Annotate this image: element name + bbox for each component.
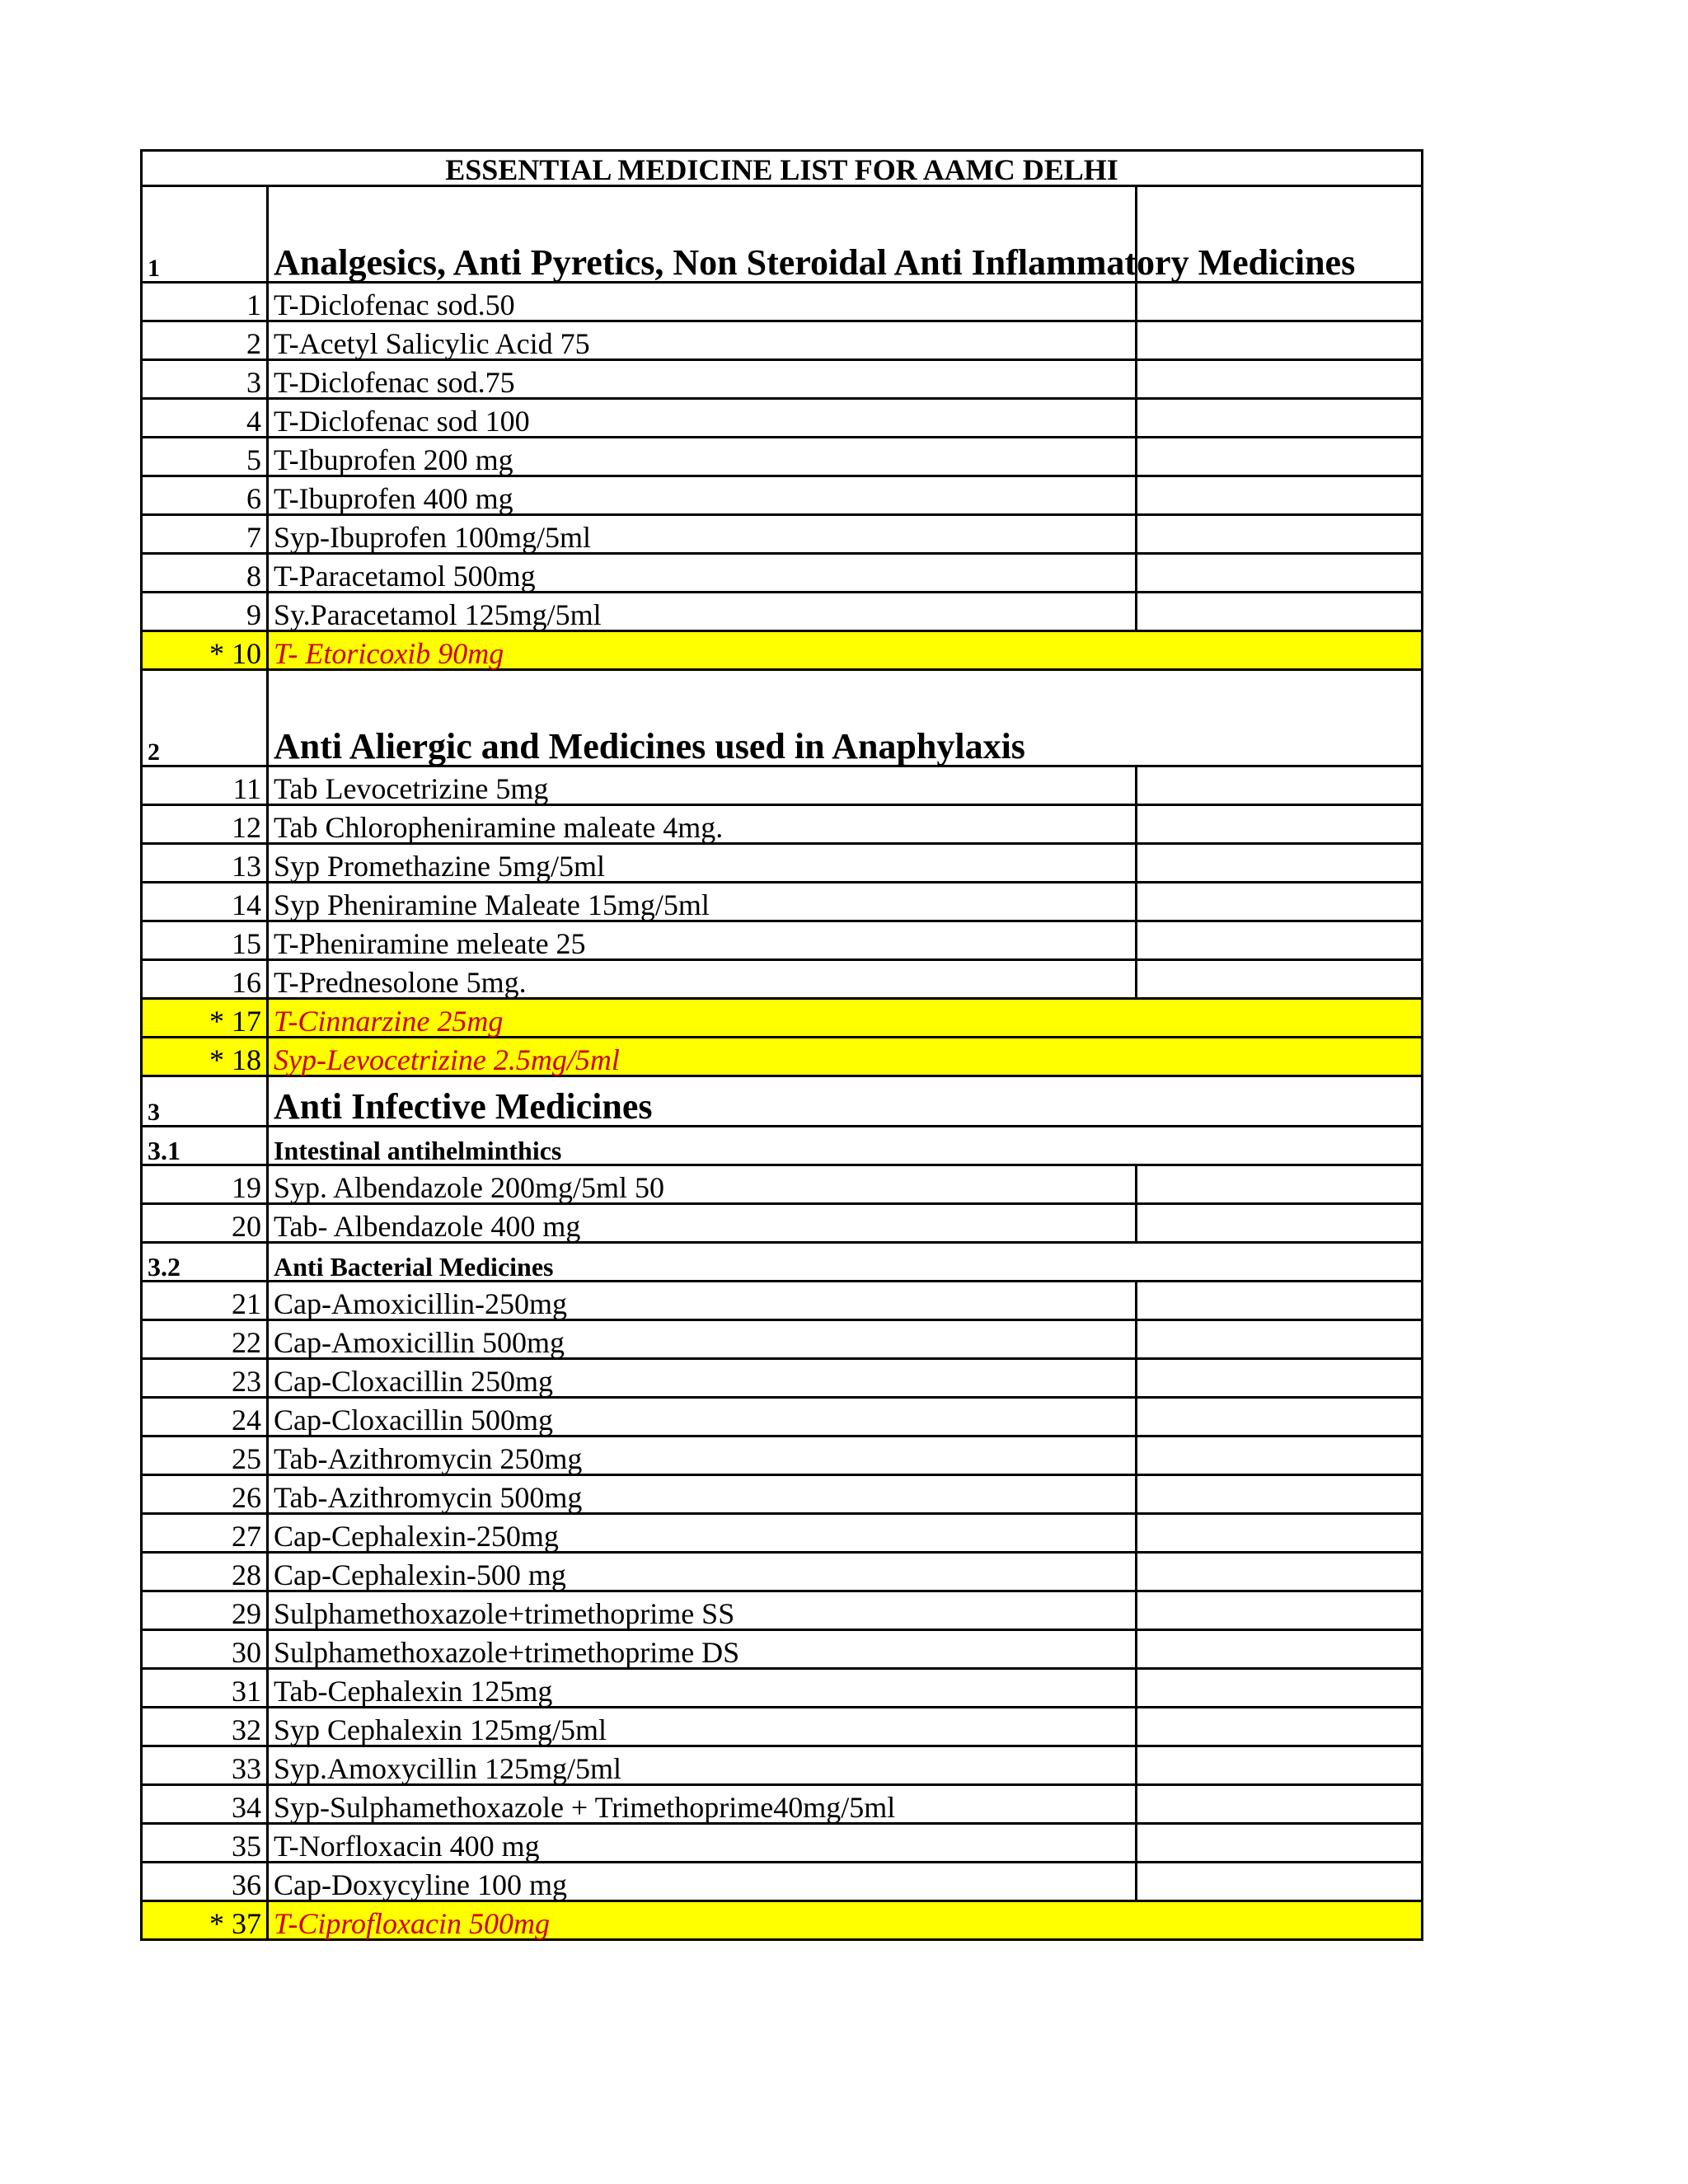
empty-cell	[1137, 1824, 1423, 1863]
item-number: 25	[142, 1436, 268, 1475]
item-number: 27	[142, 1514, 268, 1553]
title-row	[142, 151, 1423, 186]
item-name: Tab- Albendazole 400 mg	[268, 1204, 1137, 1243]
item-number: 8	[142, 554, 268, 593]
item-name: T-Ibuprofen 200 mg	[268, 438, 1137, 476]
item-number: * 37	[142, 1901, 268, 1940]
table-row	[142, 921, 1423, 960]
item-name: Syp.Amoxycillin 125mg/5ml	[268, 1746, 1137, 1785]
empty-cell	[1137, 476, 1423, 515]
highlighted-row	[142, 1038, 1423, 1076]
table-row	[142, 515, 1423, 554]
item-number: * 10	[142, 631, 268, 670]
empty-cell	[1137, 515, 1423, 554]
item-number: 19	[142, 1165, 268, 1204]
empty-cell	[1137, 554, 1423, 593]
item-name: Tab Levocetrizine 5mg	[268, 766, 1137, 805]
subsection-header-3-1	[142, 1127, 1423, 1165]
empty-cell	[1137, 1514, 1423, 1553]
section-heading: Anti Aliergic and Medicines used in Anaphylaxis	[268, 670, 1423, 766]
item-name: Syp Cephalexin 125mg/5ml	[268, 1708, 1137, 1746]
empty-cell	[1137, 1746, 1423, 1785]
subsection-heading: Intestinal antihelminthics	[268, 1127, 1423, 1165]
empty-cell	[1137, 1553, 1423, 1591]
table-row	[142, 1553, 1423, 1591]
item-name: Cap-Amoxicillin 500mg	[268, 1320, 1137, 1359]
item-number: 7	[142, 515, 268, 554]
item-name: Cap-Cloxacillin 500mg	[268, 1398, 1137, 1436]
empty-cell	[1137, 844, 1423, 883]
item-name: T-Paracetamol 500mg	[268, 554, 1137, 593]
subsection-heading: Anti Bacterial Medicines	[268, 1243, 1423, 1282]
item-number: 9	[142, 593, 268, 631]
item-number: 2	[142, 321, 268, 360]
item-number: 11	[142, 766, 268, 805]
item-number: 32	[142, 1708, 268, 1746]
item-number: 28	[142, 1553, 268, 1591]
section-header-1	[142, 186, 1423, 283]
subsection-header-3-2	[142, 1243, 1423, 1282]
table-row	[142, 766, 1423, 805]
item-number: 14	[142, 883, 268, 921]
empty-cell	[1137, 1436, 1423, 1475]
empty-cell	[1137, 1398, 1423, 1436]
item-number: 13	[142, 844, 268, 883]
item-number: 26	[142, 1475, 268, 1514]
item-name: Cap-Cloxacillin 250mg	[268, 1359, 1137, 1398]
item-number: 30	[142, 1630, 268, 1669]
empty-cell	[1137, 1591, 1423, 1630]
section-heading: Analgesics, Anti Pyretics, Non Steroidal Anti Inflammatory Medicines	[268, 186, 1137, 283]
section-number: 1	[142, 186, 268, 283]
empty-cell	[1137, 1359, 1423, 1398]
subsection-number: 3.1	[142, 1127, 268, 1165]
item-name: T-Diclofenac sod 100	[268, 399, 1137, 438]
empty-cell	[1137, 360, 1423, 399]
section-number: 3	[142, 1076, 268, 1127]
table-row	[142, 1824, 1423, 1863]
item-name: Syp-Ibuprofen 100mg/5ml	[268, 515, 1137, 554]
medicine-list-table	[140, 149, 1423, 1941]
empty-cell	[1137, 1282, 1423, 1320]
item-name: Cap-Doxycyline 100 mg	[268, 1863, 1137, 1901]
section-heading: Anti Infective Medicines	[268, 1076, 1423, 1127]
item-number: 33	[142, 1746, 268, 1785]
empty-cell	[1137, 1708, 1423, 1746]
item-number: 29	[142, 1591, 268, 1630]
table-row	[142, 1708, 1423, 1746]
empty-cell	[1137, 1630, 1423, 1669]
item-number: 21	[142, 1282, 268, 1320]
empty-cell	[1137, 1785, 1423, 1824]
section-header-2	[142, 670, 1423, 766]
item-name: T-Ciprofloxacin 500mg	[268, 1901, 1423, 1940]
empty-cell	[1137, 1204, 1423, 1243]
item-number: 20	[142, 1204, 268, 1243]
table-row	[142, 1204, 1423, 1243]
table-row	[142, 1165, 1423, 1204]
table-row	[142, 1785, 1423, 1824]
table-row	[142, 360, 1423, 399]
item-number: 16	[142, 960, 268, 999]
table-row	[142, 1359, 1423, 1398]
item-name: Sy.Paracetamol 125mg/5ml	[268, 593, 1137, 631]
item-name: Syp. Albendazole 200mg/5ml 50	[268, 1165, 1137, 1204]
section-number: 2	[142, 670, 268, 766]
table-row	[142, 1436, 1423, 1475]
table-row	[142, 399, 1423, 438]
table-row	[142, 805, 1423, 844]
highlighted-row	[142, 999, 1423, 1038]
empty-cell	[1137, 883, 1423, 921]
empty-cell	[1137, 1320, 1423, 1359]
empty-cell	[1137, 921, 1423, 960]
item-number: 31	[142, 1669, 268, 1708]
item-name: Tab-Azithromycin 250mg	[268, 1436, 1137, 1475]
empty-cell	[1137, 283, 1423, 321]
item-name: T-Cinnarzine 25mg	[268, 999, 1423, 1038]
item-number: 24	[142, 1398, 268, 1436]
item-number: 6	[142, 476, 268, 515]
item-name: T-Ibuprofen 400 mg	[268, 476, 1137, 515]
table-row	[142, 1591, 1423, 1630]
empty-cell	[1137, 1165, 1423, 1204]
item-name: T-Norfloxacin 400 mg	[268, 1824, 1137, 1863]
empty-cell	[1137, 1475, 1423, 1514]
section-header-3	[142, 1076, 1423, 1127]
item-number: 22	[142, 1320, 268, 1359]
item-name: Cap-Cephalexin-250mg	[268, 1514, 1137, 1553]
table-row	[142, 1320, 1423, 1359]
table-row	[142, 883, 1423, 921]
table-row	[142, 1282, 1423, 1320]
table-row	[142, 1630, 1423, 1669]
empty-cell	[1137, 960, 1423, 999]
item-number: 1	[142, 283, 268, 321]
item-number: 15	[142, 921, 268, 960]
table-row	[142, 1669, 1423, 1708]
empty-cell	[1137, 438, 1423, 476]
item-number: 36	[142, 1863, 268, 1901]
subsection-number: 3.2	[142, 1243, 268, 1282]
table-row	[142, 1514, 1423, 1553]
item-name: T-Acetyl Salicylic Acid 75	[268, 321, 1137, 360]
table-row	[142, 321, 1423, 360]
item-name: Syp Pheniramine Maleate 15mg/5ml	[268, 883, 1137, 921]
empty-cell	[1137, 593, 1423, 631]
item-name: Syp Promethazine 5mg/5ml	[268, 844, 1137, 883]
highlighted-row	[142, 1901, 1423, 1940]
item-number: 34	[142, 1785, 268, 1824]
table-row	[142, 438, 1423, 476]
item-name: Tab-Cephalexin 125mg	[268, 1669, 1137, 1708]
table-row	[142, 844, 1423, 883]
item-name: T-Diclofenac sod.50	[268, 283, 1137, 321]
item-number: 4	[142, 399, 268, 438]
item-name: Tab-Azithromycin 500mg	[268, 1475, 1137, 1514]
item-name: Sulphamethoxazole+trimethoprime DS	[268, 1630, 1137, 1669]
empty-cell	[1137, 1863, 1423, 1901]
item-name: Syp-Sulphamethoxazole + Trimethoprime40mg/5ml	[268, 1785, 1137, 1824]
item-number: 23	[142, 1359, 268, 1398]
table-row	[142, 283, 1423, 321]
empty-cell	[1137, 805, 1423, 844]
item-name: T-Pheniramine meleate 25	[268, 921, 1137, 960]
empty-cell	[1137, 766, 1423, 805]
table-row	[142, 554, 1423, 593]
item-number: 35	[142, 1824, 268, 1863]
table-row	[142, 960, 1423, 999]
page-title: ESSENTIAL MEDICINE LIST FOR AAMC DELHI	[142, 151, 1423, 186]
empty-cell	[1137, 1669, 1423, 1708]
table-row	[142, 476, 1423, 515]
item-number: 12	[142, 805, 268, 844]
item-name: Tab Chloropheniramine maleate 4mg.	[268, 805, 1137, 844]
item-name: Syp-Levocetrizine 2.5mg/5ml	[268, 1038, 1423, 1076]
item-number: 5	[142, 438, 268, 476]
item-name: Cap-Amoxicillin-250mg	[268, 1282, 1137, 1320]
item-name: T- Etoricoxib 90mg	[268, 631, 1423, 670]
table-row	[142, 1398, 1423, 1436]
highlighted-row	[142, 631, 1423, 670]
table-row	[142, 1863, 1423, 1901]
item-name: T-Prednesolone 5mg.	[268, 960, 1137, 999]
item-number: * 18	[142, 1038, 268, 1076]
item-name: Cap-Cephalexin-500 mg	[268, 1553, 1137, 1591]
empty-cell	[1137, 321, 1423, 360]
item-name: Sulphamethoxazole+trimethoprime SS	[268, 1591, 1137, 1630]
table-row	[142, 1475, 1423, 1514]
table-row	[142, 593, 1423, 631]
item-number: 3	[142, 360, 268, 399]
item-number: * 17	[142, 999, 268, 1038]
table-row	[142, 1746, 1423, 1785]
empty-cell	[1137, 399, 1423, 438]
item-name: T-Diclofenac sod.75	[268, 360, 1137, 399]
